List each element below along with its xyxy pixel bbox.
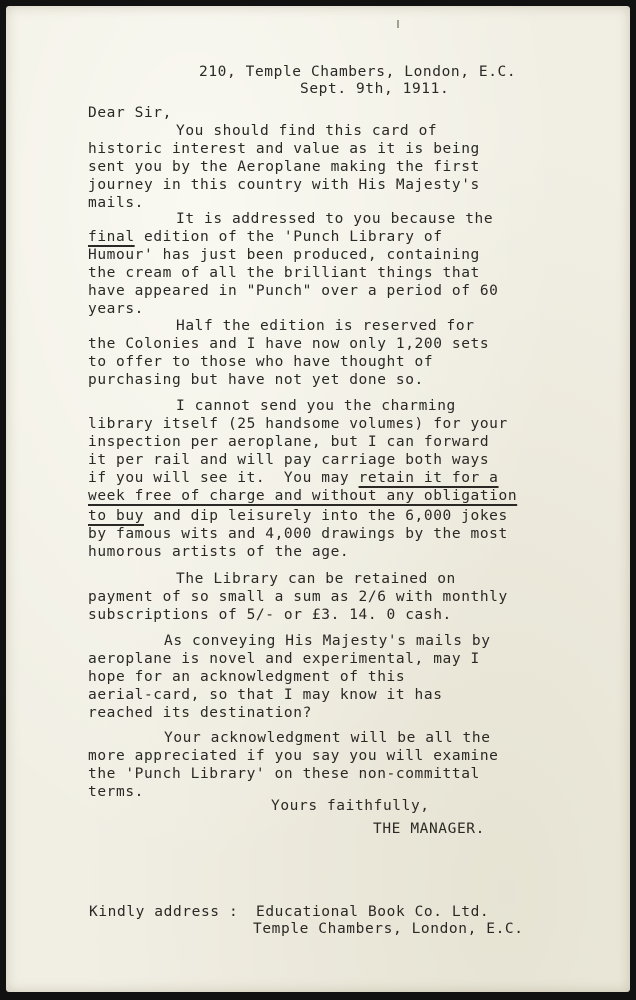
paragraph-4-line: library itself (25 handsome volumes) for your [88,416,508,432]
paragraph-2-line-rest: edition of the 'Punch Library of [134,229,443,245]
footer-address: Temple Chambers, London, E.C. [253,921,524,937]
sender-address: 210, Temple Chambers, London, E.C. [199,64,517,80]
paragraph-3-line: purchasing but have not yet done so. [88,372,424,388]
paragraph-4-line: by famous wits and 4,000 drawings by the most [88,526,508,542]
paragraph-5-line: payment of so small a sum as 2/6 with monthly [88,589,508,605]
paragraph-6-line: As conveying His Majesty's mails by [164,633,491,649]
footer-company: Educational Book Co. Ltd. [256,904,490,920]
paragraph-7-line: Your acknowledgment will be all the [164,730,491,746]
letter-date: Sept. 9th, 1911. [300,81,450,97]
paragraph-5-line: subscriptions of 5/- or £3. 14. 0 cash. [88,607,452,623]
paragraph-6-line: reached its destination? [88,705,312,721]
paragraph-1-line: mails. [88,195,144,211]
paragraph-4-line [88,469,499,487]
paragraph-1-line: You should find this card of [176,123,438,139]
paragraph-3-line: Half the edition is reserved for [176,318,475,334]
paragraph-6-line: aerial-card, so that I may know it has [88,687,443,703]
footer-label: Kindly address : [89,904,239,920]
paragraph-4-line-start: if you will see it. You may [88,470,359,486]
paragraph-6-line: aeroplane is novel and experimental, may I [88,651,480,667]
paragraph-4-line [88,507,508,525]
underlined-retain: retain it for a [358,470,499,486]
paragraph-4-line: I cannot send you the charming [176,398,456,414]
paragraph-1-line: journey in this country with His Majesty's [88,177,480,193]
paragraph-2-line: Humour' has just been produced, containing [88,247,480,263]
paragraph-6-line: hope for an acknowledgment of this [88,669,406,685]
underlined-final: final [88,229,135,245]
paragraph-3-line: the Colonies and I have now only 1,200 sets [88,336,490,352]
paragraph-1-line: sent you by the Aeroplane making the first [88,159,480,175]
paragraph-2-line: It is addressed to you because the [176,211,494,227]
valediction: Yours faithfully, [271,798,430,814]
paragraph-4-line [88,487,517,505]
paragraph-4-line: humorous artists of the age. [88,544,350,560]
paragraph-1-line: historic interest and value as it is being [88,141,480,157]
paragraph-3-line: to offer to those who have thought of [88,354,434,370]
paragraph-2-line: the cream of all the brilliant things that [88,265,480,281]
paragraph-2-line: have appeared in "Punch" over a period of 60 [88,283,499,299]
paragraph-4-line: it per rail and will pay carriage both ways [88,452,490,468]
paragraph-4-line-rest: and dip leisurely into the 6,000 jokes [143,508,508,524]
paragraph-7-line: the 'Punch Library' on these non-committal [88,766,480,782]
paragraph-7-line: terms. [88,784,144,800]
paragraph-7-line: more appreciated if you say you will examine [88,748,499,764]
salutation: Dear Sir, [88,105,172,121]
underlined-to-buy: to buy [88,508,144,524]
paragraph-2-line [88,228,443,246]
paper-mark [397,20,399,28]
paragraph-4-line: inspection per aeroplane, but I can forward [88,434,490,450]
paragraph-5-line: The Library can be retained on [176,571,456,587]
paragraph-2-line: years. [88,301,144,317]
signature: THE MANAGER. [373,821,485,837]
underlined-week-free: week free of charge and without any obligation [88,488,518,504]
